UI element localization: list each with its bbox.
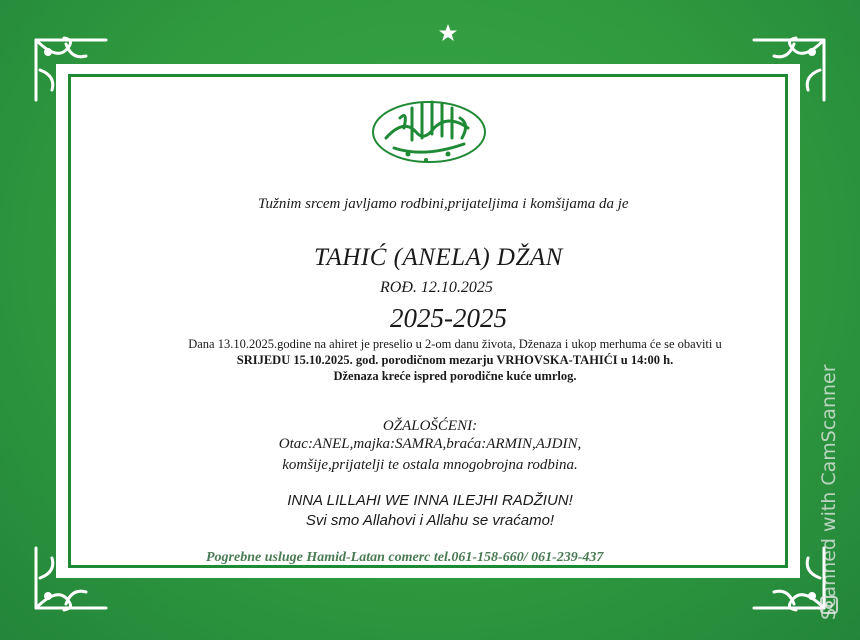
crescent-star-icon (404, 4, 466, 62)
life-years: 2025-2025 (390, 303, 507, 333)
funeral-details-line-1: Dana 13.10.2025.godine na ahiret je preselio u 2-om danu života, Dženaza i ukop merhuma će se obaviti u (188, 337, 722, 351)
funeral-details-line-2: SRIJEDU 15.10.2025. god. porodičnom mezarju VRHOVSKA-TAHIĆI u 14:00 h. (236, 353, 674, 367)
funeral-service-footer: Pogrebne usluge Hamid-Latan comerc tel.061-158-660/ 061-239-437 (206, 550, 604, 565)
funeral-details-line-3: Dženaza kreće ispred porodične kuće umrlog. (333, 369, 577, 383)
prayer-line-1: INNA LILLAHI WE INNA ILEJHI RADŽIUN! (287, 492, 573, 509)
mourners-line-1: Otac:ANEL,majka:SAMRA,braća:ARMIN,AJDIN, (278, 436, 582, 452)
birth-date: ROĐ. 12.10.2025 (380, 279, 493, 296)
prayer-line-2: Svi smo Allahovi i Allahu se vraćamo! (305, 512, 555, 529)
camscanner-watermark: Scanned with CamScanner (818, 364, 840, 620)
camscanner-logo-icon (820, 596, 838, 614)
mourners-heading: OŽALOŠĆENI: (382, 418, 478, 434)
intro-text: Tužnim srcem javljamo rodbini,prijateljima i komšijama da je (258, 196, 629, 212)
deceased-name: TAHIĆ (ANELA) DŽAN (314, 244, 563, 271)
mourners-line-2: komšije,prijatelji te ostala mnogobrojna rodbina. (282, 457, 578, 473)
arabic-calligraphy-icon (364, 88, 494, 170)
